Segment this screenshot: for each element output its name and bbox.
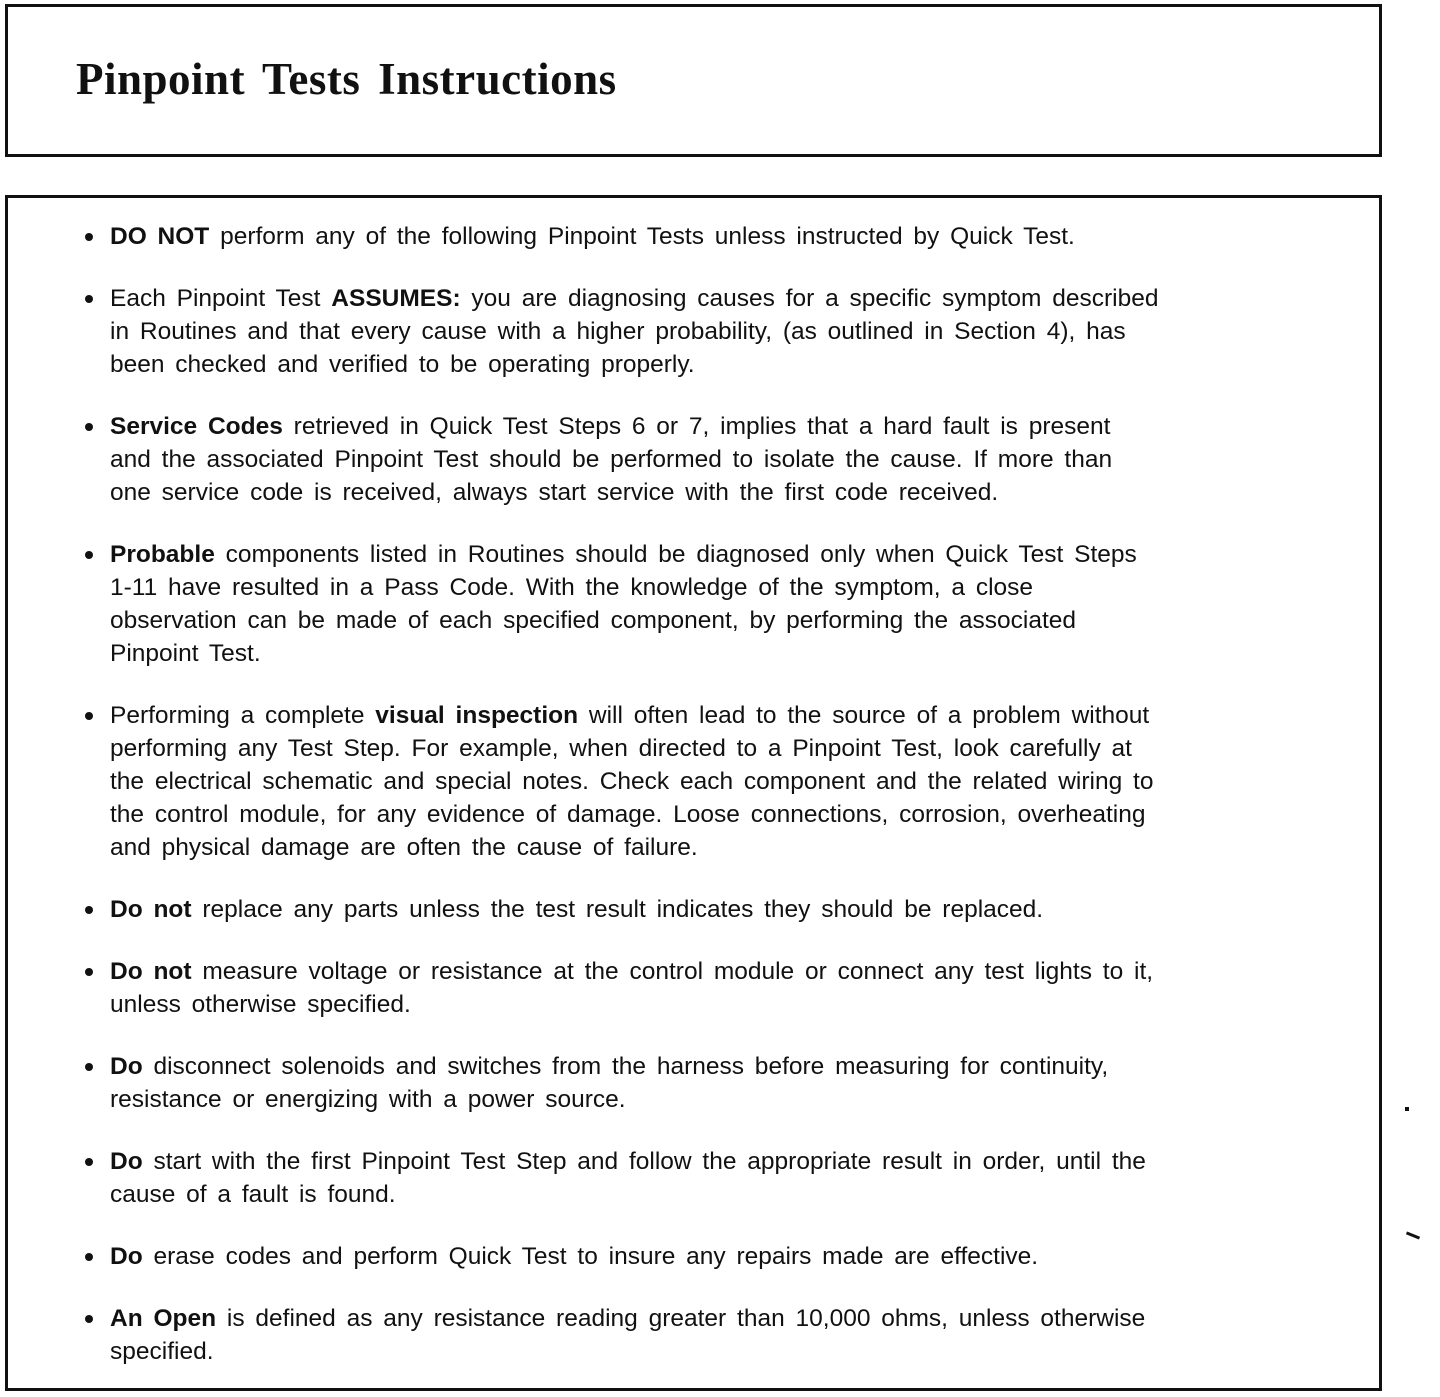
instruction-item: [85, 1145, 1300, 1211]
instruction-item: [85, 538, 1300, 670]
instruction-text: perform any of the following Pinpoint Tests unless instructed by Quick Test.: [209, 223, 1075, 250]
title-box: [5, 4, 1382, 157]
instruction-lead: Do: [110, 1243, 143, 1270]
instruction-prefix: Each Pinpoint Test: [110, 285, 332, 312]
instruction-lead: Do: [110, 1148, 143, 1175]
instruction-text: replace any parts unless the test result indicates they should be replaced.: [191, 896, 1044, 923]
instruction-text: you are diagnosing causes for a specific symptom described in Routines and that every cause with a higher probability, (as outlined in Section 4), has been checked and verified to be operating properly.: [110, 285, 1159, 378]
instruction-lead: DO NOT: [110, 223, 210, 250]
bullet-icon: [85, 1158, 93, 1166]
instruction-item: [85, 1240, 1300, 1273]
instruction-item: [85, 1050, 1300, 1116]
bullet-icon: [85, 968, 93, 976]
instruction-item: [85, 220, 1300, 253]
instruction-item: [85, 699, 1300, 864]
instruction-lead: ASSUMES:: [331, 285, 461, 312]
instruction-text: measure voltage or resistance at the control module or connect any test lights to it, unless otherwise specified.: [110, 958, 1154, 1018]
instruction-text: is defined as any resistance reading greater than 10,000 ohms, unless otherwise specified.: [110, 1305, 1146, 1365]
instruction-text: erase codes and perform Quick Test to insure any repairs made are effective.: [142, 1243, 1039, 1270]
instruction-item: [85, 410, 1300, 509]
bullet-icon: [85, 295, 93, 303]
instruction-text: start with the first Pinpoint Test Step and follow the appropriate result in order, until the cause of a fault is found.: [110, 1148, 1146, 1208]
instruction-lead: Do: [110, 1053, 143, 1080]
instruction-item: [85, 893, 1300, 926]
instruction-text: retrieved in Quick Test Steps 6 or 7, implies that a hard fault is present and the associated Pinpoint Test should be performed to isolate the cause. If more than one service code is received, always start service with the first code received.: [110, 413, 1113, 506]
instruction-text: disconnect solenoids and switches from the harness before measuring for continuity, resistance or energizing with a power source.: [110, 1053, 1109, 1113]
bullet-icon: [85, 423, 93, 431]
bullet-icon: [85, 1253, 93, 1261]
instruction-lead: Do not: [110, 958, 192, 985]
bullet-icon: [85, 551, 93, 559]
instructions-box: [5, 195, 1382, 1391]
instruction-prefix: Performing a complete: [110, 702, 376, 729]
instruction-lead: Probable: [110, 541, 215, 568]
scan-mark: [1406, 1231, 1420, 1239]
instruction-lead: An Open: [110, 1305, 217, 1332]
bullet-icon: [85, 233, 93, 241]
bullet-icon: [85, 1315, 93, 1323]
instruction-lead: visual inspection: [375, 702, 579, 729]
instruction-list: [85, 220, 1300, 1397]
bullet-icon: [85, 712, 93, 720]
instruction-text: will often lead to the source of a problem without performing any Test Step. For example, when directed to a Pinpoint Test, look carefully at the electrical schematic and special notes. Check each component and the related wiring to the control module, for any evidence of damage. Loose connections, corrosion, overheating and physical damage are often the cause of failure.: [110, 702, 1154, 861]
bullet-icon: [85, 906, 93, 914]
instruction-item: [85, 955, 1300, 1021]
instruction-lead: Do not: [110, 896, 192, 923]
page-title: Pinpoint Tests Instructions: [76, 54, 617, 104]
scan-mark: [1405, 1107, 1409, 1111]
instruction-lead: Service Codes: [110, 413, 283, 440]
instruction-item: [85, 1302, 1300, 1368]
instruction-item: [85, 282, 1300, 381]
instruction-text: components listed in Routines should be diagnosed only when Quick Test Steps 1-11 have resulted in a Pass Code. With the knowledge of the symptom, a close observation can be made of each specified component, by performing the associated Pinpoint Test.: [110, 541, 1137, 667]
bullet-icon: [85, 1063, 93, 1071]
